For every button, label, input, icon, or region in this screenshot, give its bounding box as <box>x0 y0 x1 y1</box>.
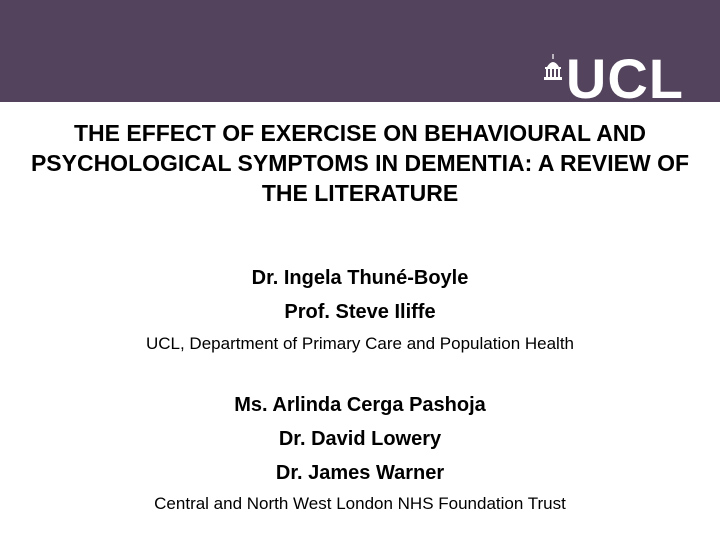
affiliation-nhs-trust: Central and North West London NHS Foundation Trust <box>154 494 566 513</box>
header-band <box>0 0 720 102</box>
author-name: Dr. James Warner <box>275 462 445 484</box>
ucl-logo <box>544 56 684 102</box>
author-name: Dr. David Lowery <box>278 428 442 450</box>
affiliation-ucl: UCL, Department of Primary Care and Population Health <box>145 334 575 353</box>
author-name: Prof. Steve Iliffe <box>284 301 436 323</box>
ucl-logo-text: UCL <box>565 56 684 102</box>
presentation-title: THE EFFECT OF EXERCISE ON BEHAVIOURAL AND PSYCHOLOGICAL SYMPTOMS IN DEMENTIA: A REVIEW OF THE LITERATURE <box>30 120 690 206</box>
portico-icon <box>544 54 562 80</box>
author-name: Ms. Arlinda Cerga Pashoja <box>234 394 486 416</box>
author-name: Dr. Ingela Thuné-Boyle <box>251 267 469 289</box>
